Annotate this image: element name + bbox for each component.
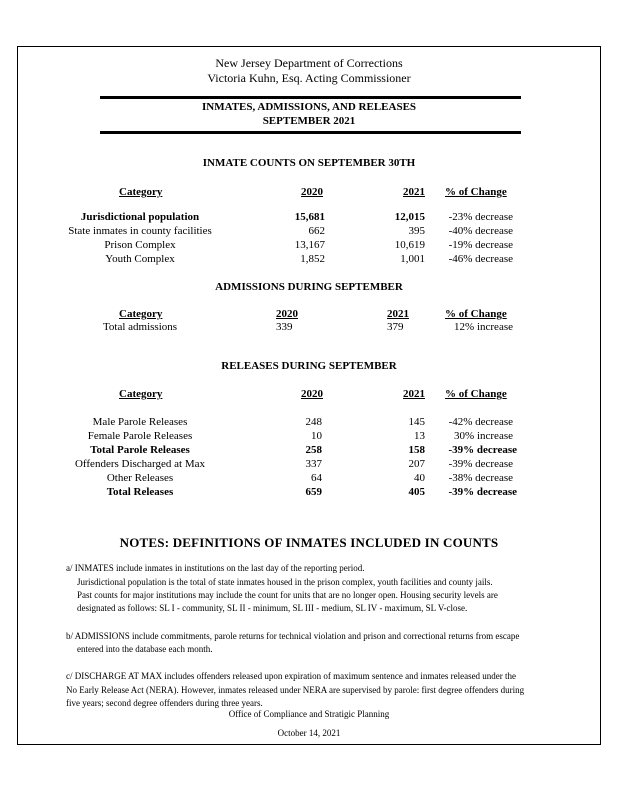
row-2020: 662: [308, 225, 325, 237]
col-2020: 2020: [301, 186, 323, 198]
row-change: -46% decrease: [448, 253, 513, 265]
col-category: Category: [119, 186, 163, 198]
table-row: [0, 224, 618, 238]
row-category: Prison Complex: [104, 239, 176, 251]
row-2021: 145: [408, 416, 425, 428]
row-category: Jurisdictional population: [80, 211, 200, 223]
col-2020: 2020: [301, 388, 323, 400]
top-rule: [100, 96, 521, 99]
col-2021: 2021: [403, 388, 425, 400]
row-2021: 379: [387, 321, 404, 333]
row-change: -42% decrease: [448, 416, 513, 428]
row-change: -39% decrease: [448, 486, 517, 498]
row-2020: 1,852: [300, 253, 325, 265]
row-category: Other Releases: [106, 472, 174, 484]
note-c-line-2: No Early Release Act (NERA). However, inmates released under NERA are supervised by parole: first degree offenders during: [66, 685, 525, 695]
table-row: [0, 429, 618, 443]
row-category: Offenders Discharged at Max: [74, 458, 206, 470]
row-2020: 659: [305, 486, 322, 498]
row-change: -39% decrease: [448, 444, 517, 456]
note-c-line-1: c/ DISCHARGE AT MAX includes offenders released upon expiration of maximum sentence and inmates released under the: [66, 671, 517, 681]
row-change: 30% increase: [454, 430, 513, 442]
row-category: Youth Complex: [105, 253, 175, 265]
col-category: Category: [119, 388, 163, 400]
row-2021: 405: [408, 486, 425, 498]
inmate-counts-title: INMATE COUNTS ON SEPTEMBER 30TH: [202, 157, 416, 169]
table-row: [0, 471, 618, 485]
report-period: SEPTEMBER 2021: [262, 115, 356, 127]
col-2021: 2021: [387, 308, 409, 320]
row-2020: 15,681: [294, 211, 325, 223]
row-change: -40% decrease: [448, 225, 513, 237]
row-change: -23% decrease: [448, 211, 513, 223]
row-2020: 10: [311, 430, 322, 442]
report-title: INMATES, ADMISSIONS, AND RELEASES: [201, 101, 417, 113]
row-2021: 12,015: [394, 211, 425, 223]
note-a-line-2: Jurisdictional population is the total of state inmates housed in the prison complex, youth facilities and county jails.: [77, 577, 493, 587]
note-a-line-3: Past counts for major institutions may include the count for units that are no longer open. Housing security levels are: [77, 590, 498, 600]
notes-title: NOTES: DEFINITIONS OF INMATES INCLUDED IN COUNTS: [119, 535, 499, 550]
row-category: Total admissions: [102, 321, 178, 333]
note-b-line-1: b/ ADMISSIONS include commitments, parole returns for technical violation and prison and correctional returns from escape: [66, 631, 520, 641]
col-2021: 2021: [403, 186, 425, 198]
row-2020: 64: [311, 472, 322, 484]
table-row: [0, 210, 618, 224]
row-category: State inmates in county facilities: [68, 225, 212, 237]
row-category: Total Releases: [106, 486, 174, 498]
table-row: [0, 320, 618, 334]
row-change: -19% decrease: [448, 239, 513, 251]
note-a-line-4: designated as follows: SL I - community, SL II - minimum, SL III - medium, SL IV - maximum, SL V-close.: [77, 603, 468, 613]
row-category: Male Parole Releases: [92, 416, 188, 428]
table-row: [0, 443, 618, 457]
department-name: New Jersey Department of Corrections: [215, 56, 403, 70]
note-c-line-3: five years; second degree offenders during three years.: [66, 698, 263, 708]
note-b-line-2: entered into the database each month.: [77, 644, 213, 654]
row-change: -38% decrease: [448, 472, 513, 484]
commissioner-name: Victoria Kuhn, Esq. Acting Commissioner: [207, 71, 411, 85]
table-row: [0, 238, 618, 252]
bottom-rule: [100, 131, 521, 134]
row-category: Female Parole Releases: [87, 430, 193, 442]
note-a-line-1: a/ INMATES include inmates in institutions on the last day of the reporting period.: [66, 563, 365, 573]
admissions-title: ADMISSIONS DURING SEPTEMBER: [215, 281, 403, 293]
row-2020: 13,167: [294, 239, 325, 251]
table-row: [0, 415, 618, 429]
col-category: Category: [119, 308, 163, 320]
table-row: [0, 252, 618, 266]
row-2021: 40: [414, 472, 425, 484]
row-2020: 248: [305, 416, 322, 428]
row-2020: 337: [305, 458, 322, 470]
row-2020: 339: [276, 321, 293, 333]
col-change: % of Change: [445, 308, 507, 320]
table-row: [0, 485, 618, 499]
row-change: -39% decrease: [448, 458, 513, 470]
row-2021: 158: [408, 444, 425, 456]
col-2020: 2020: [276, 308, 298, 320]
row-category: Total Parole Releases: [90, 444, 190, 456]
row-2020: 258: [305, 444, 322, 456]
col-change: % of Change: [445, 186, 507, 198]
releases-title: RELEASES DURING SEPTEMBER: [221, 360, 397, 372]
row-2021: 1,001: [400, 253, 425, 265]
col-change: % of Change: [445, 388, 507, 400]
report-date: October 14, 2021: [277, 728, 341, 738]
row-2021: 395: [408, 225, 425, 237]
row-2021: 10,619: [394, 239, 425, 251]
office-name: Office of Compliance and Stratigic Planning: [228, 709, 390, 719]
row-2021: 13: [414, 430, 425, 442]
row-change: 12% increase: [454, 321, 513, 333]
table-row: [0, 457, 618, 471]
row-2021: 207: [408, 458, 425, 470]
